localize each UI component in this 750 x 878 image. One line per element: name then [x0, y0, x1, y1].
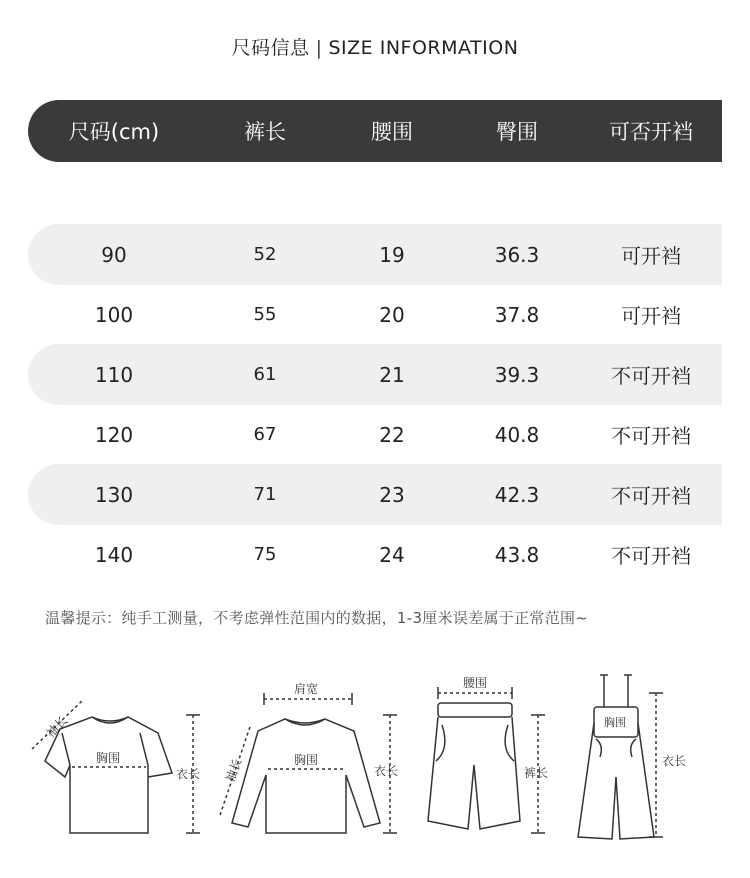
cell-open-crotch: 不可开裆 — [611, 484, 691, 508]
shorts-waist-label: 腰围 — [463, 676, 488, 690]
title-en: SIZE INFORMATION — [328, 37, 519, 59]
cell-pants-length: 71 — [253, 484, 277, 505]
cell-waist: 20 — [379, 302, 405, 327]
cell-hip: 36.3 — [494, 242, 540, 267]
cell-waist: 22 — [379, 422, 405, 447]
cell-pants-length: 67 — [253, 424, 277, 445]
shorts-length-label: 裤长 — [524, 766, 549, 780]
cell-open-crotch: 不可开裆 — [611, 364, 691, 388]
table-row — [28, 464, 722, 525]
cell-size: 120 — [94, 422, 134, 447]
cell-open-crotch: 可开裆 — [621, 244, 681, 268]
header-hip: 臀围 — [496, 120, 538, 144]
tshirt-chest-label: 胸围 — [96, 751, 121, 765]
table-row — [28, 524, 722, 585]
cell-pants-length: 52 — [253, 244, 277, 265]
tshirt-length-label: 衣长 — [176, 767, 201, 781]
shorts-diagram-icon — [428, 687, 545, 833]
cell-hip: 43.8 — [494, 542, 540, 567]
page-title — [0, 33, 750, 60]
cell-open-crotch: 可开裆 — [621, 304, 681, 328]
header-pants-length: 裤长 — [244, 120, 286, 144]
cell-open-crotch: 不可开裆 — [611, 424, 691, 448]
cell-size: 110 — [94, 362, 134, 387]
cell-open-crotch: 不可开裆 — [611, 544, 691, 568]
cell-size: 100 — [94, 302, 134, 327]
cell-size: 90 — [101, 242, 127, 267]
title-cn: 尺码信息 — [231, 37, 310, 59]
header-size: 尺码(cm) — [68, 120, 160, 144]
table-row — [28, 284, 722, 345]
table-row — [28, 404, 722, 465]
title-separator: | — [315, 37, 323, 59]
measurement-diagrams — [0, 665, 750, 865]
size-table-header — [28, 100, 722, 162]
cell-size: 140 — [94, 542, 134, 567]
measurement-note: 温馨提示：纯手工测量，不考虑弹性范围内的数据，1-3厘米误差属于正常范围~ — [45, 609, 589, 627]
sweater-chest-label: 胸围 — [294, 753, 319, 767]
header-waist: 腰围 — [371, 120, 413, 144]
sweater-length-label: 衣长 — [374, 764, 399, 778]
cell-hip: 40.8 — [494, 422, 540, 447]
sweater-shoulder-label: 肩宽 — [294, 682, 319, 696]
cell-pants-length: 61 — [253, 364, 277, 385]
overalls-diagram-icon — [578, 675, 663, 839]
cell-pants-length: 75 — [253, 544, 277, 565]
cell-hip: 37.8 — [494, 302, 540, 327]
overalls-length-label: 衣长 — [662, 754, 687, 768]
cell-waist: 23 — [379, 482, 405, 507]
cell-hip: 42.3 — [494, 482, 540, 507]
table-row — [28, 344, 722, 405]
cell-size: 130 — [94, 482, 134, 507]
overalls-chest-label: 胸围 — [604, 716, 626, 729]
header-reflection — [28, 172, 722, 214]
cell-waist: 21 — [379, 362, 405, 387]
cell-hip: 39.3 — [494, 362, 540, 387]
cell-waist: 19 — [379, 242, 405, 267]
cell-pants-length: 55 — [253, 304, 277, 325]
tshirt-sleeve-label: 袖长 — [43, 713, 71, 741]
header-open-crotch: 可否开裆 — [609, 120, 693, 144]
sweater-sleeve-label: 袖长 — [223, 756, 245, 785]
size-table-body — [28, 224, 722, 584]
table-row — [28, 224, 722, 285]
cell-waist: 24 — [379, 542, 405, 567]
